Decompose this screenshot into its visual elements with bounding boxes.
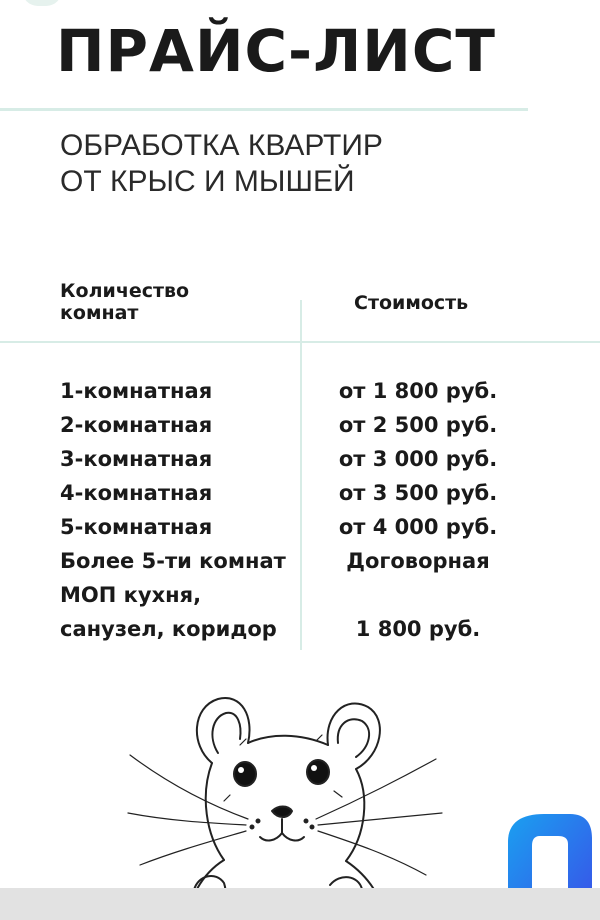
page-title: ПРАЙС-ЛИСТ: [56, 17, 496, 85]
subtitle-line-2: ОТ КРЫС И МЫШЕЙ: [60, 165, 355, 198]
title-divider: [0, 108, 528, 111]
rat-illustration: [120, 685, 460, 920]
row-price: 1 800 руб.: [355, 617, 481, 641]
header-rooms: Количество комнат: [60, 280, 190, 324]
row-price: от 3 500 руб.: [338, 481, 498, 505]
row-price: от 2 500 руб.: [338, 413, 498, 437]
row-price: от 3 000 руб.: [338, 447, 498, 471]
row-price: от 4 000 руб.: [338, 515, 498, 539]
price-table: [0, 374, 600, 646]
row-price: Договорная: [346, 549, 490, 573]
bottom-bar: [0, 888, 600, 920]
subtitle-line-1: ОБРАБОТКА КВАРТИР: [60, 129, 383, 162]
subtitle: [60, 128, 383, 200]
table-row: [0, 578, 600, 612]
row-rooms: 3-комнатная: [60, 447, 213, 471]
row-rooms: Более 5-ти комнат: [60, 549, 286, 573]
row-rooms: 2-комнатная: [60, 413, 213, 437]
row-rooms: 4-комнатная: [60, 481, 213, 505]
row-rooms: санузел, коридор: [60, 617, 277, 641]
table-row: [0, 476, 600, 510]
table-row: [0, 442, 600, 476]
header-cost: Стоимость: [354, 292, 469, 314]
table-row: [0, 612, 600, 646]
table-row: [0, 374, 600, 408]
table-row: [0, 544, 600, 578]
table-row: [0, 408, 600, 442]
table-row: [0, 510, 600, 544]
row-rooms: 1-комнатная: [60, 379, 213, 403]
row-price: от 1 800 руб.: [338, 379, 498, 403]
row-rooms: 5-комнатная: [60, 515, 213, 539]
corner-decoration: [22, 0, 62, 6]
row-rooms: МОП кухня,: [60, 583, 202, 607]
